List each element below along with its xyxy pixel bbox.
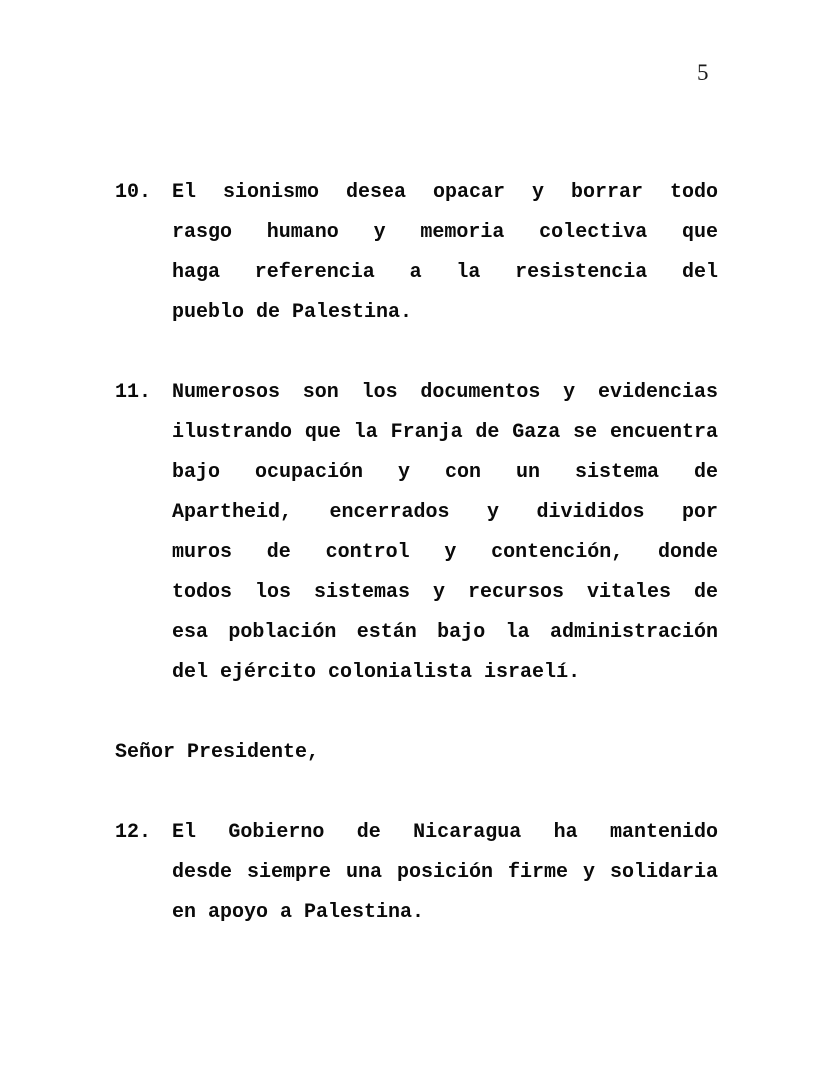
document-content	[115, 173, 718, 933]
text-line: muros de control y contención, donde	[172, 541, 718, 564]
text-line: bajo ocupación y con un sistema de	[172, 461, 718, 484]
paragraph-number: 12.	[115, 821, 152, 844]
text-line: desde siempre una posición firme y solidaria	[172, 861, 718, 884]
text-line: haga referencia a la resistencia del	[172, 261, 718, 284]
text-line: Apartheid, encerrados y divididos por	[172, 501, 718, 524]
text-line: Numerosos son los documentos y evidencias	[172, 381, 718, 404]
salutation	[115, 733, 718, 773]
paragraph-12	[115, 813, 718, 933]
text-line: El Gobierno de Nicaragua ha mantenido	[172, 821, 718, 844]
paragraph-number: 11.	[115, 381, 152, 404]
text-line: ilustrando que la Franja de Gaza se encuentra	[172, 421, 718, 444]
text-line: rasgo humano y memoria colectiva que	[172, 221, 718, 244]
text-line: Señor Presidente,	[115, 741, 320, 764]
text-line: en apoyo a Palestina.	[172, 901, 425, 924]
text-line: todos los sistemas y recursos vitales de	[172, 581, 718, 604]
paragraph-10	[115, 173, 718, 333]
text-line: El sionismo desea opacar y borrar todo	[172, 181, 718, 204]
text-line: pueblo de Palestina.	[172, 301, 413, 324]
paragraph-number: 10.	[115, 181, 152, 204]
text-line: esa población están bajo la administración	[172, 621, 718, 644]
paragraph-11	[115, 373, 718, 693]
page-number: 5	[697, 60, 709, 85]
text-line: del ejército colonialista israelí.	[172, 661, 581, 684]
